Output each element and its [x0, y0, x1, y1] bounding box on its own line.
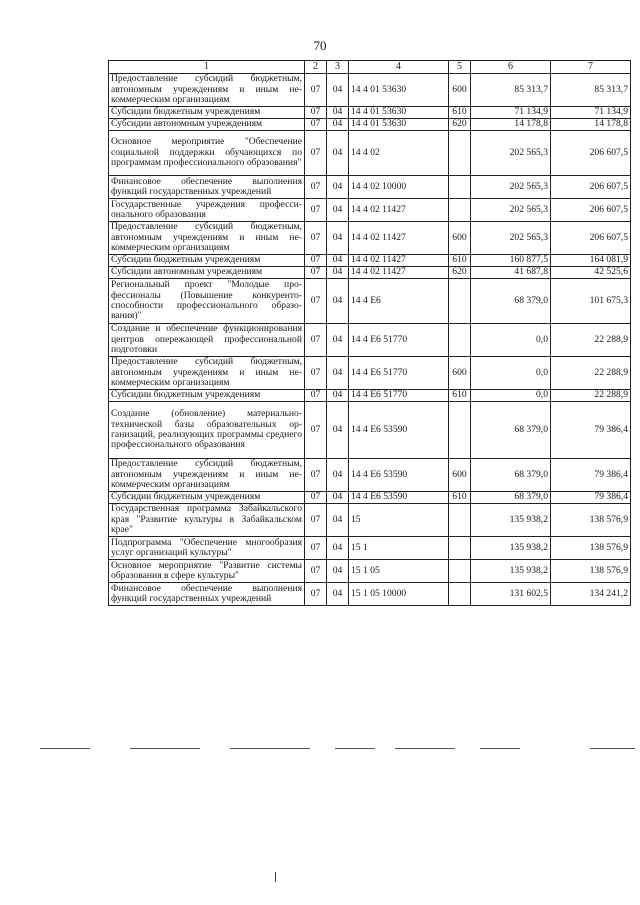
row-amount-1: 68 379,0	[471, 492, 551, 504]
budget-table	[108, 60, 631, 606]
row-amount-1: 202 565,3	[471, 199, 551, 222]
row-amount-2: 22 288,9	[551, 324, 631, 357]
row-amount-1: 85 313,7	[471, 74, 551, 107]
row-amount-2: 206 607,5	[551, 222, 631, 255]
row-amount-2: 79 386,4	[551, 402, 631, 459]
row-target-code: 14 4 E6	[349, 279, 449, 324]
row-target-code: 14 4 02 11427	[349, 267, 449, 279]
table-row	[109, 402, 631, 459]
row-subsection: 04	[327, 357, 349, 390]
row-name: Субсидии бюджетным учреждениям	[109, 492, 305, 504]
row-target-code: 14 4 E6 51770	[349, 390, 449, 402]
row-expense-type: 600	[449, 74, 471, 107]
row-target-code: 14 4 02 10000	[349, 176, 449, 199]
row-name: Предоставление субсидий бюджетным, автономным учреждениям и иным некоммерческим организациям	[109, 74, 305, 107]
row-subsection: 04	[327, 504, 349, 537]
row-name: Основное мероприятие "Развитие системы образования в сфере культуры"	[109, 560, 305, 583]
table-row	[109, 492, 631, 504]
row-section: 07	[305, 324, 327, 357]
row-subsection: 04	[327, 119, 349, 131]
header-col-2: 2	[305, 61, 327, 74]
row-expense-type: 610	[449, 107, 471, 119]
row-expense-type: 600	[449, 222, 471, 255]
row-target-code: 14 4 E6 51770	[349, 324, 449, 357]
table-row	[109, 504, 631, 537]
row-name: Создание и обеспечение функционирования центров опережающей профессиональной подготовки	[109, 324, 305, 357]
row-expense-type: 610	[449, 492, 471, 504]
row-name: Предоставление субсидий бюджетным, автономным учреждениям и иным некоммерческим организациям	[109, 357, 305, 390]
row-amount-2: 206 607,5	[551, 131, 631, 176]
row-target-code: 14 4 E6 51770	[349, 357, 449, 390]
row-expense-type: 610	[449, 390, 471, 402]
header-col-3: 3	[327, 61, 349, 74]
row-expense-type: 620	[449, 267, 471, 279]
row-section: 07	[305, 402, 327, 459]
row-amount-1: 68 379,0	[471, 402, 551, 459]
row-section: 07	[305, 222, 327, 255]
row-section: 07	[305, 176, 327, 199]
row-section: 07	[305, 107, 327, 119]
row-expense-type	[449, 131, 471, 176]
row-subsection: 04	[327, 176, 349, 199]
row-subsection: 04	[327, 390, 349, 402]
header-row	[109, 61, 631, 74]
row-section: 07	[305, 560, 327, 583]
row-amount-1: 131 602,5	[471, 583, 551, 606]
table-row	[109, 255, 631, 267]
row-amount-2: 138 576,9	[551, 537, 631, 560]
row-subsection: 04	[327, 583, 349, 606]
scan-artifact-line	[590, 748, 635, 749]
table-row	[109, 107, 631, 119]
table-row	[109, 560, 631, 583]
row-section: 07	[305, 279, 327, 324]
row-amount-1: 14 178,8	[471, 119, 551, 131]
row-amount-2: 71 134,9	[551, 107, 631, 119]
row-amount-1: 160 877,5	[471, 255, 551, 267]
row-expense-type: 600	[449, 357, 471, 390]
row-target-code: 14 4 02	[349, 131, 449, 176]
row-name: Основное мероприятие "Обеспечение социальной поддержки обучающихся по программам профессионального образования"	[109, 131, 305, 176]
row-section: 07	[305, 74, 327, 107]
row-name: Подпрограмма "Обеспечение многообразия услуг организаций культуры"	[109, 537, 305, 560]
row-name: Государственная программа Забайкальского края "Развитие культуры в Забайкальском крае"	[109, 504, 305, 537]
row-target-code: 14 4 02 11427	[349, 199, 449, 222]
table-row	[109, 537, 631, 560]
row-amount-1: 68 379,0	[471, 459, 551, 492]
row-amount-1: 135 938,2	[471, 504, 551, 537]
row-amount-2: 138 576,9	[551, 560, 631, 583]
row-name: Предоставление субсидий бюджетным, автономным учреждениям и иным некоммерческим организациям	[109, 222, 305, 255]
row-expense-type	[449, 279, 471, 324]
row-target-code: 14 4 E6 53590	[349, 492, 449, 504]
scan-artifact-line	[335, 748, 375, 749]
row-expense-type: 600	[449, 459, 471, 492]
table-row	[109, 199, 631, 222]
row-subsection: 04	[327, 255, 349, 267]
row-name: Субсидии автономным учреждениям	[109, 119, 305, 131]
row-subsection: 04	[327, 222, 349, 255]
header-col-6: 6	[471, 61, 551, 74]
row-amount-2: 22 288,9	[551, 357, 631, 390]
row-name: Региональный проект "Молодые профессионалы (Повышение конкурентоспособности профессионального образования)"	[109, 279, 305, 324]
row-section: 07	[305, 492, 327, 504]
row-name: Предоставление субсидий бюджетным, автономным учреждениям и иным некоммерческим организациям	[109, 459, 305, 492]
row-section: 07	[305, 199, 327, 222]
row-section: 07	[305, 504, 327, 537]
row-section: 07	[305, 583, 327, 606]
table-body	[109, 74, 631, 606]
row-amount-2: 22 288,9	[551, 390, 631, 402]
row-section: 07	[305, 267, 327, 279]
row-amount-2: 79 386,4	[551, 459, 631, 492]
row-amount-1: 0,0	[471, 324, 551, 357]
header-col-5: 5	[449, 61, 471, 74]
row-subsection: 04	[327, 199, 349, 222]
row-expense-type	[449, 176, 471, 199]
row-expense-type	[449, 402, 471, 459]
row-amount-1: 202 565,3	[471, 176, 551, 199]
header-col-1: 1	[109, 61, 305, 74]
row-amount-1: 41 687,8	[471, 267, 551, 279]
scan-artifact-line	[395, 748, 455, 749]
row-name: Субсидии бюджетным учреждениям	[109, 255, 305, 267]
scan-artifact-line	[480, 748, 520, 749]
row-section: 07	[305, 131, 327, 176]
row-amount-2: 101 675,3	[551, 279, 631, 324]
row-subsection: 04	[327, 74, 349, 107]
table-row	[109, 74, 631, 107]
row-name: Государственные учреждения профессионального образования	[109, 199, 305, 222]
row-expense-type	[449, 583, 471, 606]
table-row	[109, 131, 631, 176]
row-target-code: 15 1	[349, 537, 449, 560]
row-expense-type	[449, 199, 471, 222]
row-amount-2: 14 178,8	[551, 119, 631, 131]
row-name: Субсидии бюджетным учреждениям	[109, 107, 305, 119]
row-target-code: 15	[349, 504, 449, 537]
row-subsection: 04	[327, 107, 349, 119]
row-target-code: 14 4 02 11427	[349, 255, 449, 267]
row-name: Субсидии бюджетным учреждениям	[109, 390, 305, 402]
row-expense-type	[449, 560, 471, 583]
row-amount-1: 202 565,3	[471, 222, 551, 255]
row-name: Субсидии автономным учреждениям	[109, 267, 305, 279]
row-amount-2: 79 386,4	[551, 492, 631, 504]
table-row	[109, 459, 631, 492]
row-subsection: 04	[327, 402, 349, 459]
row-target-code: 15 1 05 10000	[349, 583, 449, 606]
row-target-code: 14 4 01 53630	[349, 119, 449, 131]
row-amount-1: 0,0	[471, 390, 551, 402]
row-amount-2: 42 525,6	[551, 267, 631, 279]
table-row	[109, 357, 631, 390]
table-row	[109, 279, 631, 324]
row-amount-2: 134 241,2	[551, 583, 631, 606]
row-amount-1: 202 565,3	[471, 131, 551, 176]
row-section: 07	[305, 119, 327, 131]
table-row	[109, 324, 631, 357]
row-expense-type	[449, 504, 471, 537]
row-amount-2: 206 607,5	[551, 199, 631, 222]
row-subsection: 04	[327, 279, 349, 324]
header-col-7: 7	[551, 61, 631, 74]
table-row	[109, 390, 631, 402]
row-amount-1: 68 379,0	[471, 279, 551, 324]
scan-artifact-tick	[275, 872, 276, 882]
row-section: 07	[305, 357, 327, 390]
row-amount-1: 71 134,9	[471, 107, 551, 119]
row-expense-type: 620	[449, 119, 471, 131]
row-subsection: 04	[327, 492, 349, 504]
row-name: Создание (обновление) материально-технической базы образовательных организаций, реализующих программы среднего профессионального образования	[109, 402, 305, 459]
row-name: Финансовое обеспечение выполнения функций государственных учреждений	[109, 583, 305, 606]
row-section: 07	[305, 459, 327, 492]
row-section: 07	[305, 390, 327, 402]
row-section: 07	[305, 537, 327, 560]
scan-artifact-line	[130, 748, 200, 749]
row-target-code: 14 4 01 53630	[349, 74, 449, 107]
row-target-code: 14 4 02 11427	[349, 222, 449, 255]
row-amount-2: 85 313,7	[551, 74, 631, 107]
row-subsection: 04	[327, 560, 349, 583]
row-amount-1: 135 938,2	[471, 560, 551, 583]
scan-artifact-line	[40, 748, 90, 749]
row-expense-type: 610	[449, 255, 471, 267]
row-amount-2: 164 081,9	[551, 255, 631, 267]
row-subsection: 04	[327, 267, 349, 279]
table-row	[109, 222, 631, 255]
row-target-code: 14 4 01 53630	[349, 107, 449, 119]
row-expense-type	[449, 537, 471, 560]
row-name: Финансовое обеспечение выполнения функций государственных учреждений	[109, 176, 305, 199]
row-target-code: 15 1 05	[349, 560, 449, 583]
table-row	[109, 583, 631, 606]
row-amount-2: 138 576,9	[551, 504, 631, 537]
header-col-4: 4	[349, 61, 449, 74]
row-subsection: 04	[327, 324, 349, 357]
row-subsection: 04	[327, 131, 349, 176]
table-row	[109, 119, 631, 131]
row-target-code: 14 4 E6 53590	[349, 402, 449, 459]
row-section: 07	[305, 255, 327, 267]
row-subsection: 04	[327, 537, 349, 560]
table-row	[109, 267, 631, 279]
row-amount-2: 206 607,5	[551, 176, 631, 199]
row-amount-1: 0,0	[471, 357, 551, 390]
row-target-code: 14 4 E6 53590	[349, 459, 449, 492]
scan-artifact-line	[230, 748, 310, 749]
page-number: 70	[313, 38, 327, 53]
row-subsection: 04	[327, 459, 349, 492]
row-expense-type	[449, 324, 471, 357]
table-row	[109, 176, 631, 199]
row-amount-1: 135 938,2	[471, 537, 551, 560]
